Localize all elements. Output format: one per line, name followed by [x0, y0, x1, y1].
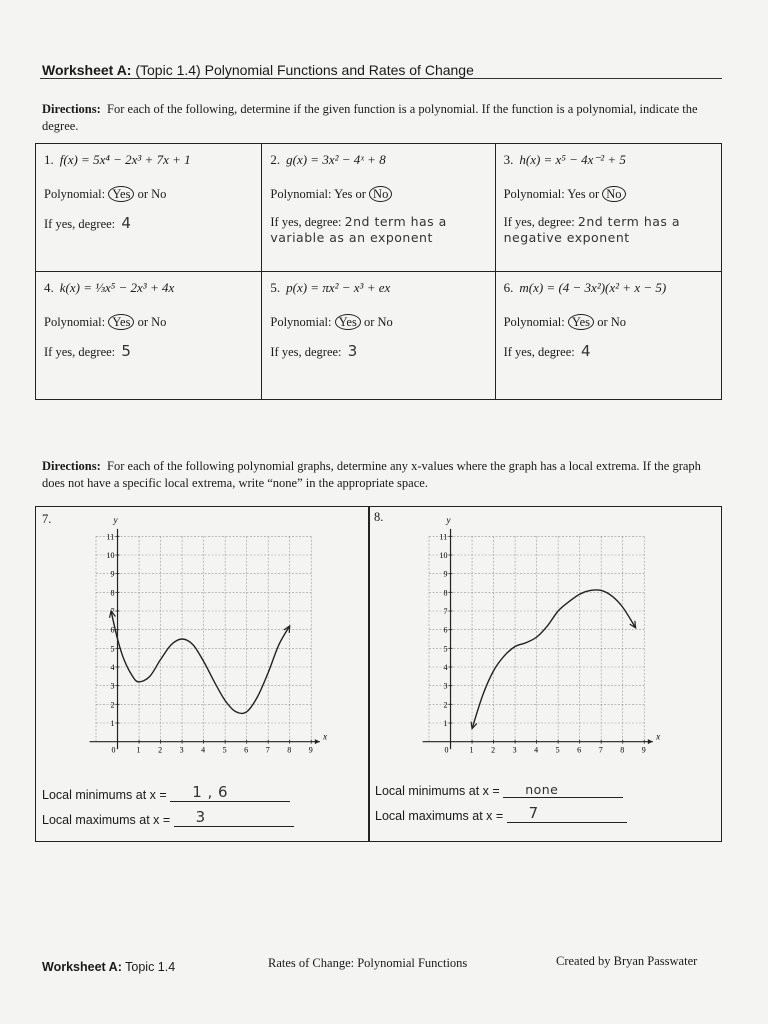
y-axis-label: y [446, 515, 451, 526]
footer-left-bold: Worksheet A: [42, 960, 122, 974]
y-tick-label: 3 [110, 681, 115, 691]
y-tick-label: 10 [106, 551, 115, 560]
x-tick-label: 4 [201, 745, 206, 755]
x-axis-label: x [323, 731, 328, 742]
problem-equation: k(x) = ⅓x⁵ − 2x³ + 4x [59, 280, 175, 295]
x-tick-label: 0 [111, 745, 116, 755]
problem-equation: m(x) = (4 − 3x²)(x² + x − 5) [519, 280, 667, 295]
circled-answer: Yes [568, 314, 594, 330]
circled-answer: No [369, 186, 392, 202]
directions-2-label: Directions: [42, 459, 101, 473]
y-tick-label: 8 [110, 588, 115, 598]
problem-number: 1. [44, 152, 54, 167]
x-tick-label: 7 [265, 745, 270, 755]
header-rule [40, 78, 722, 79]
problem-number: 5. [270, 280, 281, 295]
graph-7-answers [42, 783, 294, 837]
y-tick-label: 2 [110, 700, 115, 710]
polynomial-line: Polynomial: Yes or No [44, 187, 167, 201]
problem-equation: g(x) = 3x² − 4ˣ + 8 [286, 152, 386, 167]
y-tick-label: 11 [106, 532, 115, 542]
handwritten-answer: 4 [121, 214, 132, 232]
polynomial-curve [472, 590, 636, 729]
handwritten-answer: 3 [347, 342, 358, 360]
problem-2 [262, 144, 495, 272]
problem-1 [36, 144, 262, 272]
directions-2 [42, 458, 722, 492]
graph-8-answers [375, 783, 627, 833]
y-axis-label: y [113, 515, 118, 526]
x-tick-label: 9 [308, 745, 313, 755]
directions-2-text: For each of the following polynomial graphs, determine any x-values where the graph has a local extrema. If the graph does not have a specific local extrema, write “none” in the appropriate space. [42, 459, 701, 490]
problem-number: 3. [503, 152, 514, 167]
y-tick-label: 1 [443, 719, 448, 728]
worksheet-title-bold: Worksheet A: [42, 62, 132, 78]
problems-table [35, 143, 722, 400]
problem-3 [495, 144, 721, 272]
polynomial-line: Polynomial: Yes or No [503, 315, 627, 329]
handwritten-answer: 1 , 6 [192, 783, 229, 801]
x-axis-arrow [648, 739, 653, 744]
problem-number: 4. [44, 280, 54, 295]
local-min-blank[interactable] [503, 783, 623, 798]
worksheet-title-rest: (Topic 1.4) Polynomial Functions and Rates of Change [135, 62, 474, 78]
problem-6 [495, 272, 721, 400]
x-tick-label: 5 [222, 745, 227, 755]
y-tick-label: 4 [110, 663, 115, 672]
problem-equation: f(x) = 5x⁴ − 2x³ + 7x + 1 [59, 152, 191, 167]
footer-left [42, 960, 175, 974]
y-tick-label: 5 [110, 644, 115, 654]
graph-8-number: 8. [374, 510, 384, 524]
y-tick-label: 6 [443, 625, 448, 635]
y-tick-label: 4 [443, 663, 448, 672]
y-tick-label: 7 [443, 607, 448, 616]
problem-4 [36, 272, 262, 400]
footer-center: Rates of Change: Polynomial Functions [268, 956, 468, 970]
x-tick-label: 8 [620, 745, 625, 755]
polynomial-line: Polynomial: Yes or No [270, 186, 486, 202]
polynomial-curve [111, 611, 290, 713]
y-tick-label: 8 [443, 588, 448, 598]
graphs-divider [368, 507, 370, 841]
degree-line: If yes, degree: 5 [44, 342, 132, 360]
x-tick-label: 3 [512, 745, 517, 755]
polynomial-line: Polynomial: Yes or No [270, 315, 393, 329]
worksheet-title [42, 62, 474, 78]
y-tick-label: 1 [110, 719, 115, 728]
local-min-blank[interactable] [170, 783, 290, 802]
local-max-line: Local maximums at x = 7 [375, 808, 627, 823]
circled-answer: Yes [335, 314, 361, 330]
circled-answer: No [602, 186, 625, 202]
graph-7 [86, 513, 336, 771]
y-tick-label: 5 [443, 644, 448, 654]
x-axis-arrow [315, 739, 320, 744]
directions-1-label: Directions: [42, 102, 101, 116]
handwritten-answer: 5 [121, 342, 132, 360]
x-tick-label: 8 [287, 745, 292, 755]
local-min-line: Local minimums at x = none [375, 783, 627, 798]
degree-line: If yes, degree: 4 [44, 214, 132, 232]
x-tick-label: 3 [179, 745, 184, 755]
x-tick-label: 4 [534, 745, 539, 755]
degree-line: If yes, degree: 3 [270, 342, 358, 360]
x-tick-label: 1 [469, 745, 474, 755]
y-tick-label: 2 [443, 700, 448, 710]
y-tick-label: 10 [439, 551, 448, 560]
degree-line: If yes, degree: 4 [503, 342, 592, 360]
problem-number: 6. [503, 280, 514, 295]
problem-number: 2. [270, 152, 281, 167]
y-tick-label: 9 [110, 569, 115, 579]
polynomial-line: Polynomial: Yes or No [504, 186, 713, 202]
graph-7-number: 7. [42, 512, 52, 526]
directions-1-text: For each of the following, determine if the given function is a polynomial. If the function is a polynomial, indicate the degree. [42, 102, 698, 133]
handwritten-answer: 2nd term has a negative exponent [503, 214, 681, 245]
x-tick-label: 7 [598, 745, 603, 755]
y-tick-label: 9 [443, 569, 448, 579]
y-tick-label: 11 [439, 532, 448, 542]
x-tick-label: 0 [444, 745, 449, 755]
local-max-line: Local maximums at x = 3 [42, 812, 294, 827]
x-tick-label: 9 [641, 745, 646, 755]
degree-line: If yes, degree: 2nd term has a negative exponent [503, 214, 681, 245]
x-tick-label: 2 [158, 745, 163, 755]
graphs-box [35, 506, 722, 842]
local-max-blank[interactable] [174, 808, 294, 827]
handwritten-answer: none [525, 782, 559, 797]
footer-right: Created by Bryan Passwater [556, 954, 698, 968]
handwritten-answer: 2nd term has a variable as an exponent [270, 214, 447, 245]
y-tick-label: 6 [110, 625, 115, 635]
problem-equation: p(x) = πx² − x³ + ex [286, 280, 391, 295]
x-axis-label: x [656, 731, 661, 742]
handwritten-answer: 3 [195, 808, 206, 826]
local-min-line: Local minimums at x = 1 , 6 [42, 787, 294, 802]
y-tick-label: 7 [110, 607, 115, 616]
x-tick-label: 1 [136, 745, 141, 755]
local-max-blank[interactable] [507, 804, 627, 823]
x-tick-label: 6 [577, 745, 582, 755]
problem-5 [262, 272, 495, 400]
handwritten-answer: 7 [528, 804, 539, 822]
footer-left-rest: Topic 1.4 [125, 960, 176, 974]
x-tick-label: 2 [491, 745, 496, 755]
polynomial-line: Polynomial: Yes or No [44, 315, 167, 329]
graph-8 [419, 513, 669, 771]
circled-answer: Yes [108, 314, 134, 330]
circled-answer: Yes [108, 186, 134, 202]
x-tick-label: 5 [555, 745, 560, 755]
handwritten-answer: 4 [581, 342, 592, 360]
problem-equation: h(x) = x⁵ − 4x⁻² + 5 [519, 152, 626, 167]
y-tick-label: 3 [443, 681, 448, 691]
degree-line: If yes, degree: 2nd term has a variable as an exponent [270, 214, 447, 245]
x-tick-label: 6 [244, 745, 249, 755]
directions-1 [42, 101, 722, 135]
